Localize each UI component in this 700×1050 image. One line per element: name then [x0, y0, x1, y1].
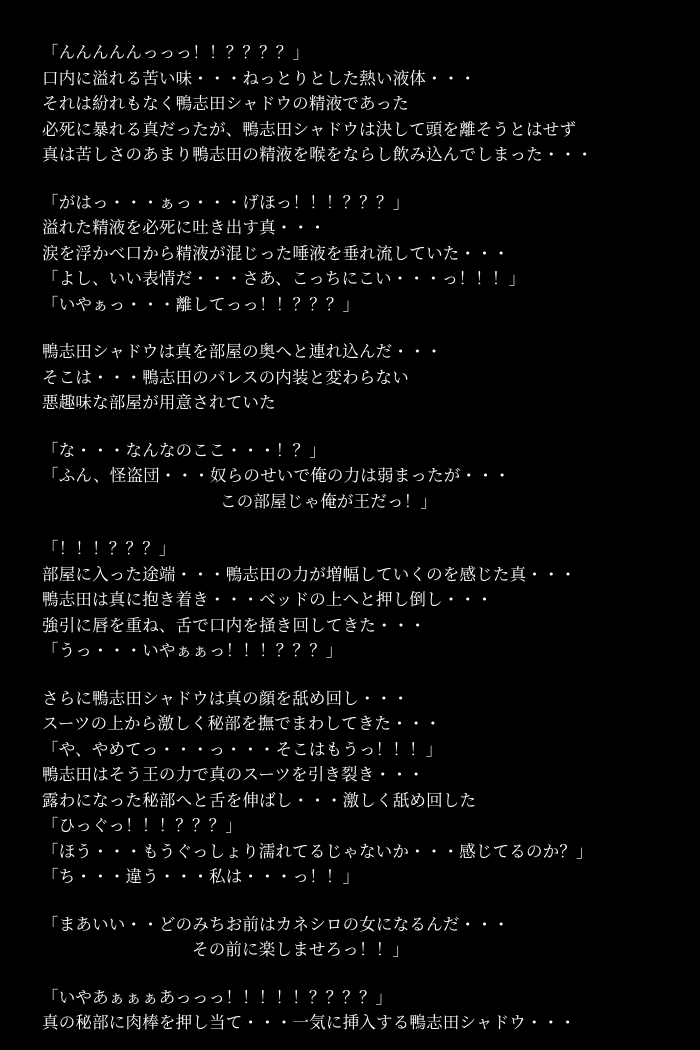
story-paragraph: [42, 190, 670, 318]
story-line: 溢れた精液を必死に吐き出す真・・・: [42, 218, 326, 237]
story-line: 涙を浮かべ口から精液が混じった唾液を垂れ流していた・・・: [42, 243, 510, 263]
story-line: 「ひっぐっ！！！？？？」: [42, 816, 243, 835]
story-line: その前に楽しませろっ！！」: [192, 940, 410, 959]
story-line: 鴨志田はそう王の力で真のスーツを引き裂き・・・: [42, 765, 425, 784]
story-line: さらに鴨志田シャドウは真の顔を舐め回し・・・: [42, 688, 410, 708]
story-line: 真は苦しさのあまり鴨志田の精液を喉をならし飲み込んでしまった・・・: [42, 145, 594, 164]
story-line: そこは・・・鴨志田のパレスの内装と変わらない: [42, 367, 409, 387]
story-line: 「や、やめてっ・・・っ・・・そこはもうっ！！！」: [42, 739, 443, 759]
story-line: 鴨志田シャドウは真を部屋の奥へと連れ込んだ・・・: [42, 342, 443, 361]
story-line: 部屋に入った途端・・・鴨志田の力が増幅していくのを感じた真・・・: [42, 564, 577, 584]
story-line: 「まあいい・・どのみちお前はカネシロの女になるんだ・・・: [42, 914, 510, 934]
story-paragraph: [42, 912, 670, 963]
story-line: 露わになった秘部へと舌を伸ばし・・・激しく舐め回した: [42, 790, 477, 810]
story-line: 必死に暴れる真だったが、鴨志田シャドウは決して頭を離そうとはせず: [42, 119, 577, 139]
story-line: この部屋じゃ俺が王だっ！」: [220, 491, 438, 511]
story-paragraph: [42, 339, 670, 416]
story-paragraph: [42, 985, 670, 1036]
story-text-container: [42, 40, 670, 1036]
story-line: 真の秘部に肉棒を押し当て・・・一気に挿入する鴨志田シャドウ・・・: [42, 1013, 577, 1032]
story-line: 悪趣味な部屋が用意されていた: [42, 393, 276, 412]
story-line: 鴨志田は真に抱き着き・・・ベッドの上へと押し倒し・・・: [42, 590, 493, 609]
story-line: 強引に唇を重ね、舌で口内を掻き回してきた・・・: [42, 615, 427, 635]
story-line: 「いやぁっ・・・離してっっ！！？？？」: [42, 294, 360, 314]
story-line: 「ち・・・違う・・・私は・・・っ！！」: [42, 867, 360, 886]
story-line: 「がはっ・・・ぁっ・・・げほっ！！！？？？」: [42, 192, 410, 212]
story-line: 口内に溢れる苦い味・・・ねっとりとした熱い液体・・・: [42, 68, 477, 88]
story-line: それは紛れもなく鴨志田シャドウの精液であった: [42, 94, 409, 113]
story-line: 「うっ・・・いやぁぁっ！！！？？？」: [42, 641, 343, 660]
story-line: 「いやあぁぁぁあっっっ！！！！！？？？？」: [42, 987, 393, 1007]
story-line: 「！！！？？？」: [42, 539, 176, 558]
story-line: 「ほう・・・もうぐっしょり濡れてるじゃないか・・・感じてるのか？」: [42, 841, 593, 861]
story-paragraph: [42, 536, 670, 664]
story-line: 「ふん、怪盗団・・・奴らのせいで俺の力は弱まったが・・・: [42, 466, 511, 485]
story-paragraph: [42, 686, 670, 890]
story-line: 「な・・・なんなのここ・・・！？」: [42, 440, 326, 460]
story-paragraph: [42, 40, 670, 168]
story-line: スーツの上から激しく秘部を撫でまわしてきた・・・: [42, 714, 442, 733]
story-paragraph: [42, 438, 670, 515]
story-line: 「よし、いい表情だ・・・さあ、こっちにこい・・・っ！！！」: [42, 269, 526, 288]
story-line: 「んんんんんっっっ！！？？？？」: [42, 43, 310, 62]
